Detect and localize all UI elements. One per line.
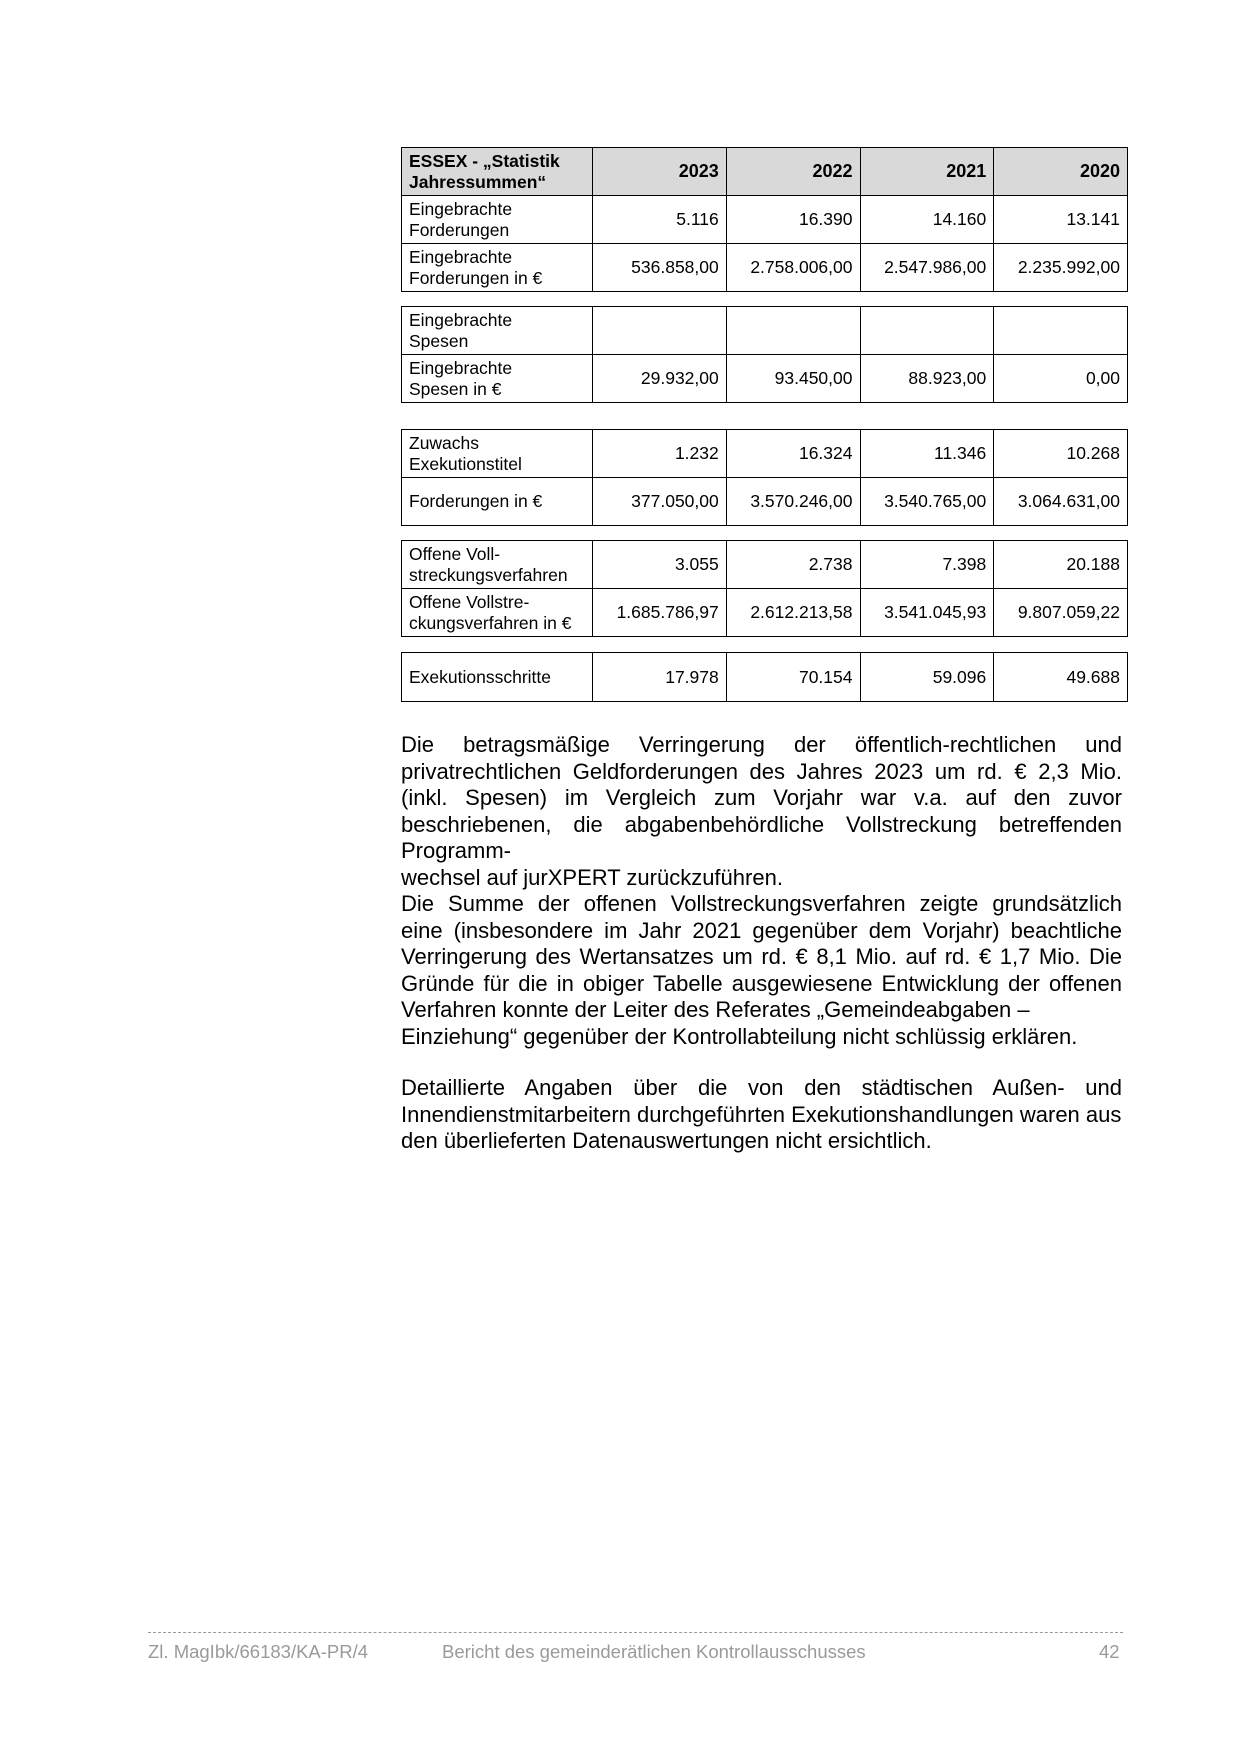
paragraph-exekutionshandlungen: Detaillierte Angaben über die von den städtischen Außen- und Innendienstmitarbeitern durchgeführten Exekutionshandlungen waren aus den überlieferten Datenauswertungen nicht ersichtlich. — [401, 1075, 1122, 1153]
row-label: Forderungen in € — [402, 478, 593, 526]
row-label: Eingebrachte Forderungen in € — [402, 244, 593, 292]
year-header-2023: 2023 — [593, 148, 727, 196]
row-label: Offene Vollstre- ckungsverfahren in € — [402, 589, 593, 637]
table-cell: 9.807.059,22 — [994, 589, 1128, 637]
table-cell — [994, 307, 1128, 355]
table-cell: 2.738 — [726, 541, 860, 589]
table-row — [402, 430, 1128, 478]
table-cell: 3.540.765,00 — [860, 478, 994, 526]
table-cell — [593, 307, 727, 355]
year-header-2021: 2021 — [860, 148, 994, 196]
footer-reference: Zl. MagIbk/66183/KA-PR/4 — [148, 1641, 369, 1662]
table-cell: 13.141 — [994, 196, 1128, 244]
essex-statistics-table-forderungen — [401, 147, 1128, 292]
table-row — [402, 244, 1128, 292]
table-cell: 3.570.246,00 — [726, 478, 860, 526]
row-label: Zuwachs Exekutionstitel — [402, 430, 593, 478]
table-cell: 2.612.213,58 — [726, 589, 860, 637]
table-cell: 20.188 — [994, 541, 1128, 589]
table-cell: 16.390 — [726, 196, 860, 244]
table-cell: 93.450,00 — [726, 355, 860, 403]
table-row — [402, 355, 1128, 403]
essex-statistics-table-exekutionsschritte — [401, 652, 1128, 702]
row-label: Exekutionsschritte — [402, 653, 593, 702]
table-cell: 16.324 — [726, 430, 860, 478]
table-cell: 1.232 — [593, 430, 727, 478]
table-cell: 11.346 — [860, 430, 994, 478]
table-cell: 5.116 — [593, 196, 727, 244]
table-row — [402, 541, 1128, 589]
table-cell: 7.398 — [860, 541, 994, 589]
table-row — [402, 307, 1128, 355]
table-cell: 10.268 — [994, 430, 1128, 478]
table-cell: 2.235.992,00 — [994, 244, 1128, 292]
paragraph-forderungen-verringerung: Die betragsmäßige Verringerung der öffentlich-rechtlichen und privatrechtlichen Geldforderungen des Jahres 2023 um rd. € 2,3 Mio. (inkl. Spesen) im Vergleich zum Vorjahr war v.a. auf den zuvor beschriebenen, die abgabenbehördliche Vollstreckung betreffenden Programm- wechsel auf jurXPERT zurückzuführen. — [401, 732, 1122, 890]
table-cell: 3.064.631,00 — [994, 478, 1128, 526]
table-cell: 3.055 — [593, 541, 727, 589]
table-row — [402, 478, 1128, 526]
essex-statistics-table-exekutionstitel — [401, 429, 1128, 526]
year-header-2020: 2020 — [994, 148, 1128, 196]
table-cell: 14.160 — [860, 196, 994, 244]
table-cell: 49.688 — [994, 653, 1128, 702]
essex-statistics-table-vollstreckung — [401, 540, 1128, 637]
table-cell: 536.858,00 — [593, 244, 727, 292]
table-cell: 2.758.006,00 — [726, 244, 860, 292]
year-header-2022: 2022 — [726, 148, 860, 196]
table-cell: 377.050,00 — [593, 478, 727, 526]
table-cell — [726, 307, 860, 355]
footer-title: Bericht des gemeinderätlichen Kontrollausschusses — [442, 1641, 866, 1662]
table-cell: 1.685.786,97 — [593, 589, 727, 637]
row-label: Eingebrachte Spesen in € — [402, 355, 593, 403]
table-cell: 59.096 — [860, 653, 994, 702]
table-row — [402, 589, 1128, 637]
table-cell — [860, 307, 994, 355]
table-cell: 17.978 — [593, 653, 727, 702]
essex-statistics-table-spesen — [401, 306, 1128, 403]
footer-divider — [148, 1632, 1123, 1633]
table-row — [402, 653, 1128, 702]
page-number: 42 — [1099, 1641, 1120, 1662]
table-cell: 29.932,00 — [593, 355, 727, 403]
table-cell: 88.923,00 — [860, 355, 994, 403]
table-cell: 2.547.986,00 — [860, 244, 994, 292]
table-header-label: ESSEX - „Statistik Jahressummen“ — [402, 148, 593, 196]
row-label: Eingebrachte Spesen — [402, 307, 593, 355]
row-label: Eingebrachte Forderungen — [402, 196, 593, 244]
table-header-row — [402, 148, 1128, 196]
table-cell: 70.154 — [726, 653, 860, 702]
table-cell: 3.541.045,93 — [860, 589, 994, 637]
paragraph-offene-vollstreckungsverfahren: Die Summe der offenen Vollstreckungsverfahren zeigte grundsätzlich eine (insbesondere im Jahr 2021 gegenüber dem Vorjahr) beachtliche Verringerung des Wertansatzes um rd. € 8,1 Mio. auf rd. € 1,7 Mio. Die Gründe für die in obiger Tabelle ausgewiesene Entwicklung der offenen Verfahren konnte der Leiter des Referates „Gemeindeabgaben – Einziehung“ gegenüber der Kontrollabteilung nicht schlüssig erklären. — [401, 891, 1122, 1049]
table-cell: 0,00 — [994, 355, 1128, 403]
row-label: Offene Voll- streckungsverfahren — [402, 541, 593, 589]
table-row — [402, 196, 1128, 244]
